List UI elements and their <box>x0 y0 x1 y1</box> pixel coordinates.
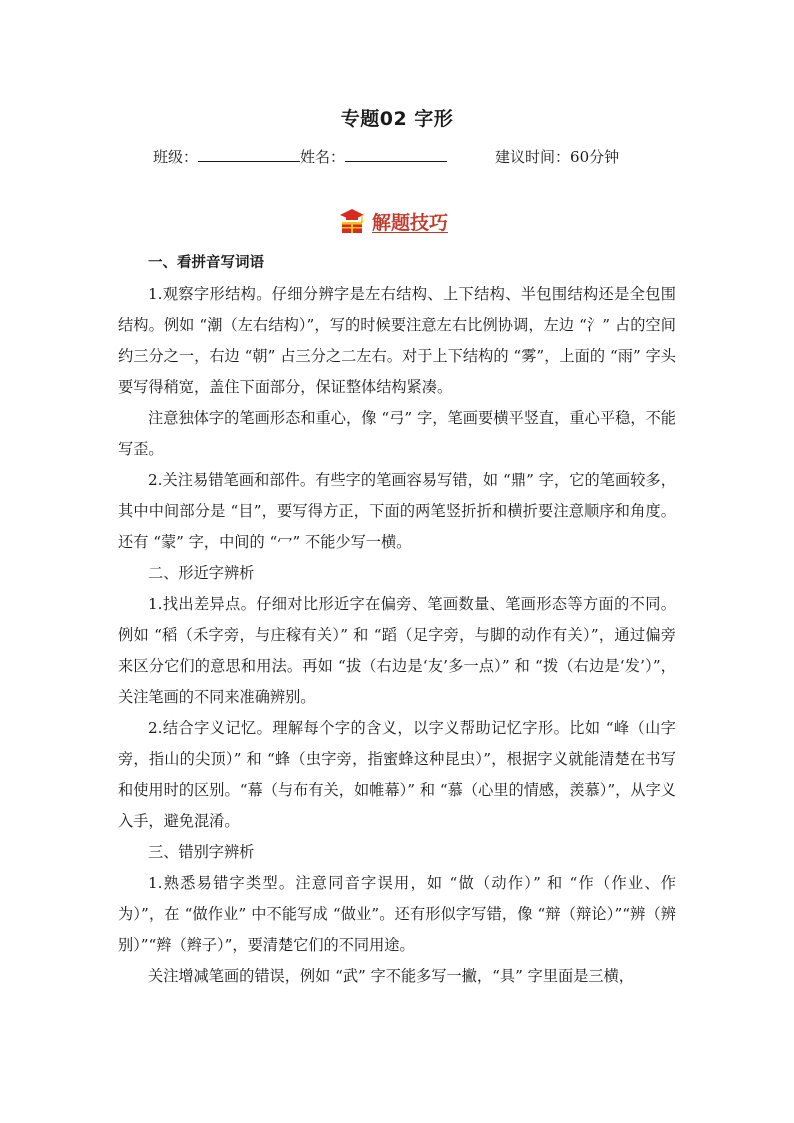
class-blank <box>198 145 300 162</box>
main-content <box>118 248 676 992</box>
suggested-time: 建议时间：60分钟 <box>495 148 620 166</box>
paragraph: 注意独体字的笔画形态和重心，像 “弓” 字，笔画要横平竖直，重心平稳，不能写歪。 <box>118 409 676 458</box>
section-banner <box>338 207 448 235</box>
paragraph: 1.找出差异点。仔细对比形近字在偏旁、笔画数量、笔画形态等方面的不同。例如 “稻（禾字旁，与庄稼有关）” 和 “蹈（足字旁，与脚的动作有关）”，通过偏旁来区分它们的意思和用法。再如 “拔（右边是‘友’多一点）” 和 “拨（右边是‘发’）”，关注笔画的不同来准确辨别。 <box>118 595 676 706</box>
section-heading: 一、看拼音写词语 <box>148 255 264 271</box>
name-blank <box>345 145 447 162</box>
name-label: 姓名： <box>300 148 346 166</box>
student-info-line <box>153 145 619 167</box>
paragraph: 1.熟悉易错字类型。注意同音字误用，如 “做（动作）” 和 “作（作业、作为）”，在 “做作业” 中不能写成 “做业”。还有形似字写错，像 “辩（辩论）”“辨（辨别）”“辫（辫子）”，要清楚它们的不同用途。 <box>118 874 676 954</box>
section-banner-title: 解题技巧 <box>372 211 449 234</box>
paragraph: 1.观察字形结构。仔细分辨字是左右结构、上下结构、半包围结构还是全包围结构。例如 “潮（左右结构）”，写的时候要注意左右比例协调，左边 “氵” 占的空间约三分之一，右边 “朝” 占三分之二左右。对于上下结构的 “雾”，上面的 “雨” 字头要写得稍宽，盖住下面部分，保证整体结构紧凑。 <box>118 285 676 396</box>
class-label: 班级： <box>153 148 199 166</box>
paragraph: 关注增减笔画的错误，例如 “武” 字不能多写一撇，“具” 字里面是三横， <box>148 967 634 985</box>
section-heading: 二、形近字辨析 <box>148 564 255 582</box>
graduation-cap-books-icon <box>338 207 366 235</box>
document-title: 专题02 字形 <box>340 108 454 130</box>
paragraph: 2.关注易错笔画和部件。有些字的笔画容易写错，如 “鼎” 字，它的笔画较多，其中中间部分是 “目”，要写得方正，下面的两笔竖折折和横折要注意顺序和角度。还有 “蒙” 字，中间的 “冖” 不能少写一横。 <box>118 471 676 551</box>
section-heading: 三、错别字辨析 <box>148 843 255 861</box>
paragraph: 2.结合字义记忆。理解每个字的含义，以字义帮助记忆字形。比如 “峰（山字旁，指山的尖顶）” 和 “蜂（虫字旁，指蜜蜂这种昆虫）”，根据字义就能清楚在书写和使用时的区别。“幕（与布有关，如帷幕）” 和 “慕（心里的情感，羡慕）”，从字义入手，避免混淆。 <box>118 719 676 830</box>
